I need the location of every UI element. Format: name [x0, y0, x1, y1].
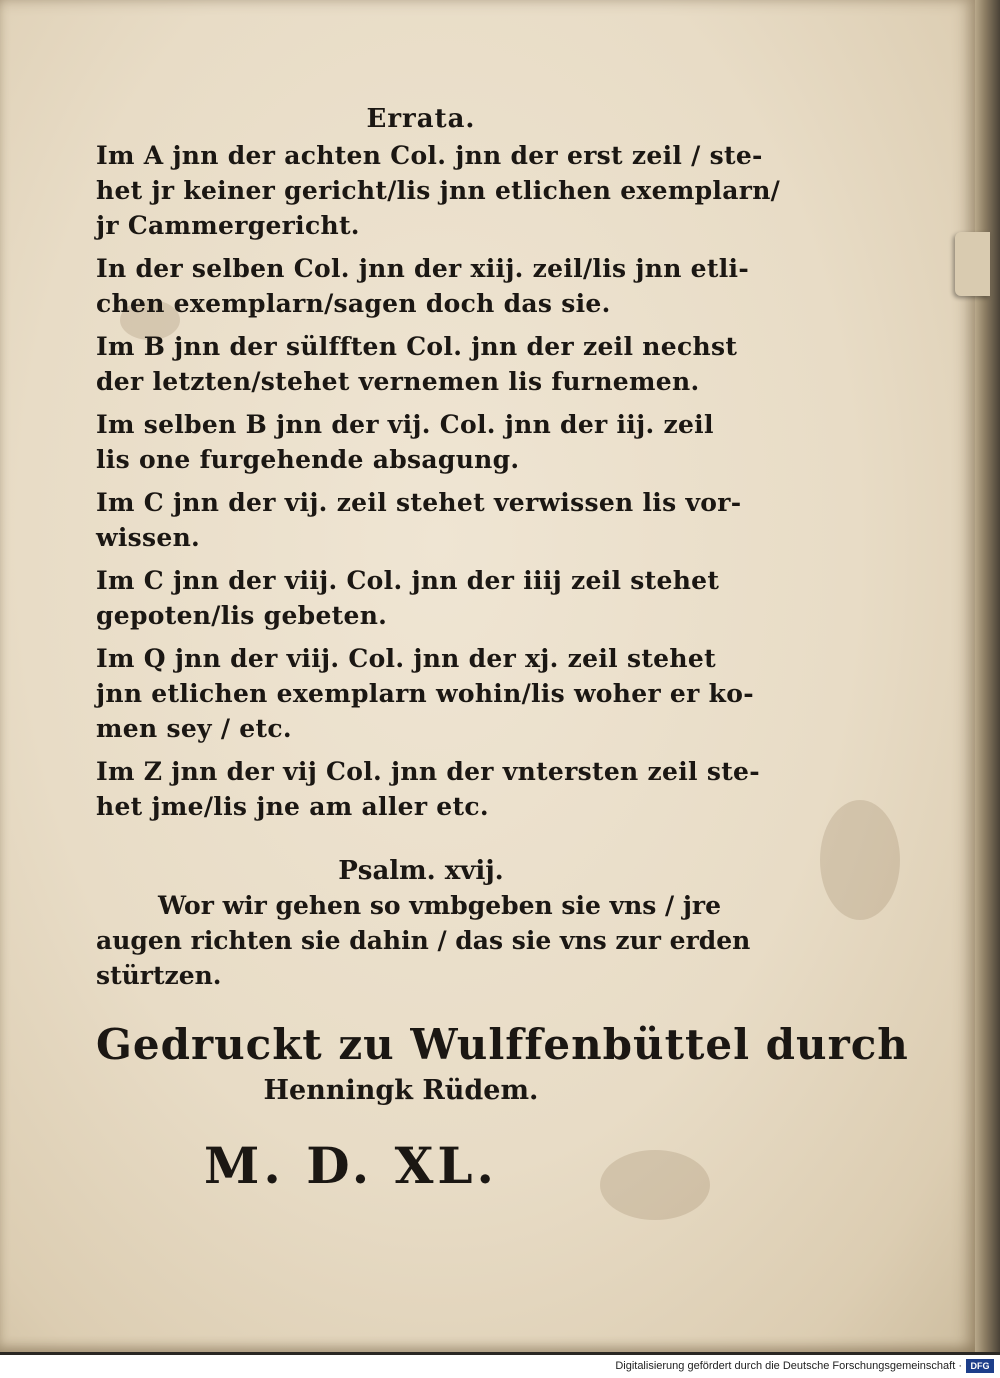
- errata-line: het jr keiner gericht/lis jnn etlichen exemplarn/: [96, 176, 781, 205]
- errata-entry: [96, 754, 760, 824]
- errata-entry: [96, 641, 754, 746]
- psalm-verse: [96, 888, 751, 993]
- errata-entry: [96, 329, 746, 399]
- psalm-title: Psalm. xvij.: [338, 856, 504, 886]
- errata-line: wissen.: [96, 523, 201, 552]
- errata-line: lis one furgehende absagung.: [96, 445, 520, 474]
- digitization-footer: [0, 1355, 1000, 1378]
- paper-stain: [820, 800, 900, 920]
- errata-entry: [96, 485, 746, 555]
- printer-name: Henningk Rüdem.: [263, 1075, 539, 1106]
- errata-entry: [96, 407, 746, 477]
- errata-line: Im A jnn der achten Col. jnn der erst zeil / ste-: [96, 141, 763, 170]
- errata-line: der letzten/stehet vernemen lis furnemen.: [96, 367, 700, 396]
- errata-line: Im Z jnn der vij Col. jnn der vntersten zeil ste-: [96, 757, 760, 786]
- dfg-logo: DFG: [966, 1359, 994, 1373]
- footer-credit: Digitalisierung gefördert durch die Deutsche Forschungsgemeinschaft ·: [615, 1360, 962, 1372]
- errata-line: jnn etlichen exemplarn wohin/lis woher er ko-: [96, 679, 754, 708]
- psalm-line: stürtzen.: [96, 961, 222, 990]
- page-tab-marker: [955, 232, 990, 296]
- errata-line: In der selben Col. jnn der xiij. zeil/lis jnn etli-: [96, 254, 749, 283]
- page-edge: [975, 0, 1000, 1352]
- errata-line: Im selben B jnn der vij. Col. jnn der iij. zeil: [96, 410, 714, 439]
- psalm-line: Wor wir gehen so vmbgeben sie vns / jre: [158, 891, 722, 920]
- errata-line: gepoten/lis gebeten.: [96, 601, 388, 630]
- publication-year: M. D. XL.: [204, 1136, 498, 1195]
- errata-entry: [96, 563, 746, 633]
- errata-list: [96, 138, 781, 824]
- errata-line: jr Cammergericht.: [96, 211, 360, 240]
- errata-line: Im Q jnn der viij. Col. jnn der xj. zeil stehet: [96, 644, 716, 673]
- errata-line: het jme/lis jne am aller etc.: [96, 792, 489, 821]
- errata-line: Im C jnn der viij. Col. jnn der iiij zeil stehet: [96, 566, 720, 595]
- errata-line: Im B jnn der sülfften Col. jnn der zeil nechst: [96, 332, 738, 361]
- errata-line: Im C jnn der vij. zeil stehet verwissen lis vor-: [96, 488, 742, 517]
- errata-line: men sey / etc.: [96, 714, 292, 743]
- errata-entry: [96, 251, 749, 321]
- page-text: [96, 104, 909, 1195]
- psalm-line: augen richten sie dahin / das sie vns zur erden: [96, 926, 751, 955]
- errata-entry: [96, 138, 781, 243]
- errata-heading: Errata.: [366, 104, 476, 134]
- imprint-line: Gedruckt zu Wulffenbüttel durch: [96, 1020, 909, 1069]
- errata-line: chen exemplarn/sagen doch das sie.: [96, 289, 611, 318]
